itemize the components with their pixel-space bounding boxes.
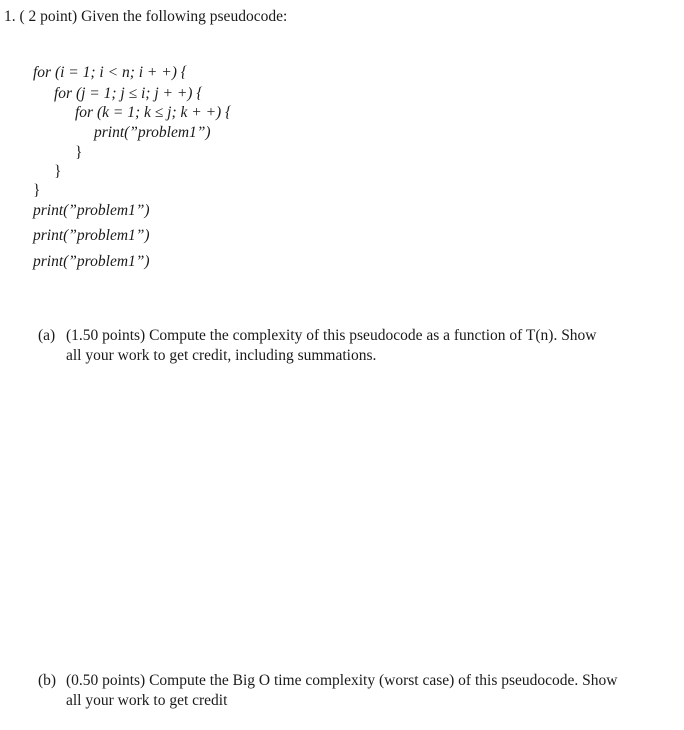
code-line-print-1: print(”problem1”) <box>33 202 150 219</box>
code-line-print-2: print(”problem1”) <box>33 227 150 244</box>
code-line-outer-for: for (i = 1; i < n; i + +) { <box>33 64 187 81</box>
part-a-line-1 <box>38 326 668 346</box>
part-a <box>38 326 668 366</box>
question-header <box>4 7 287 27</box>
code-line-close-outer: } <box>33 182 41 199</box>
part-a-text-2: all your work to get credit, including summations. <box>66 347 377 364</box>
code-line-close-middle: } <box>54 163 62 180</box>
part-b-text-1: (0.50 points) Compute the Big O time complexity (worst case) of this pseudocode. Show <box>66 672 618 689</box>
part-a-label: (a) <box>38 327 56 344</box>
code-line-print-3: print(”problem1”) <box>33 253 150 270</box>
question-points: ( 2 point) <box>19 8 78 25</box>
code-line-close-inner: } <box>75 144 83 161</box>
code-line-inner-print: print(”problem1”) <box>94 124 211 141</box>
part-b-line-1 <box>38 671 668 691</box>
part-b-text-2: all your work to get credit <box>66 692 228 709</box>
question-number: 1. <box>4 8 16 25</box>
part-a-text-1: (1.50 points) Compute the complexity of this pseudocode as a function of T(n). Show <box>66 327 597 344</box>
code-line-inner-for: for (k = 1; k ≤ j; k + +) { <box>75 104 232 121</box>
question-prompt: Given the following pseudocode: <box>81 8 288 25</box>
code-line-middle-for: for (j = 1; j ≤ i; j + +) { <box>54 85 203 102</box>
part-b <box>38 671 668 711</box>
part-b-label: (b) <box>38 672 57 689</box>
